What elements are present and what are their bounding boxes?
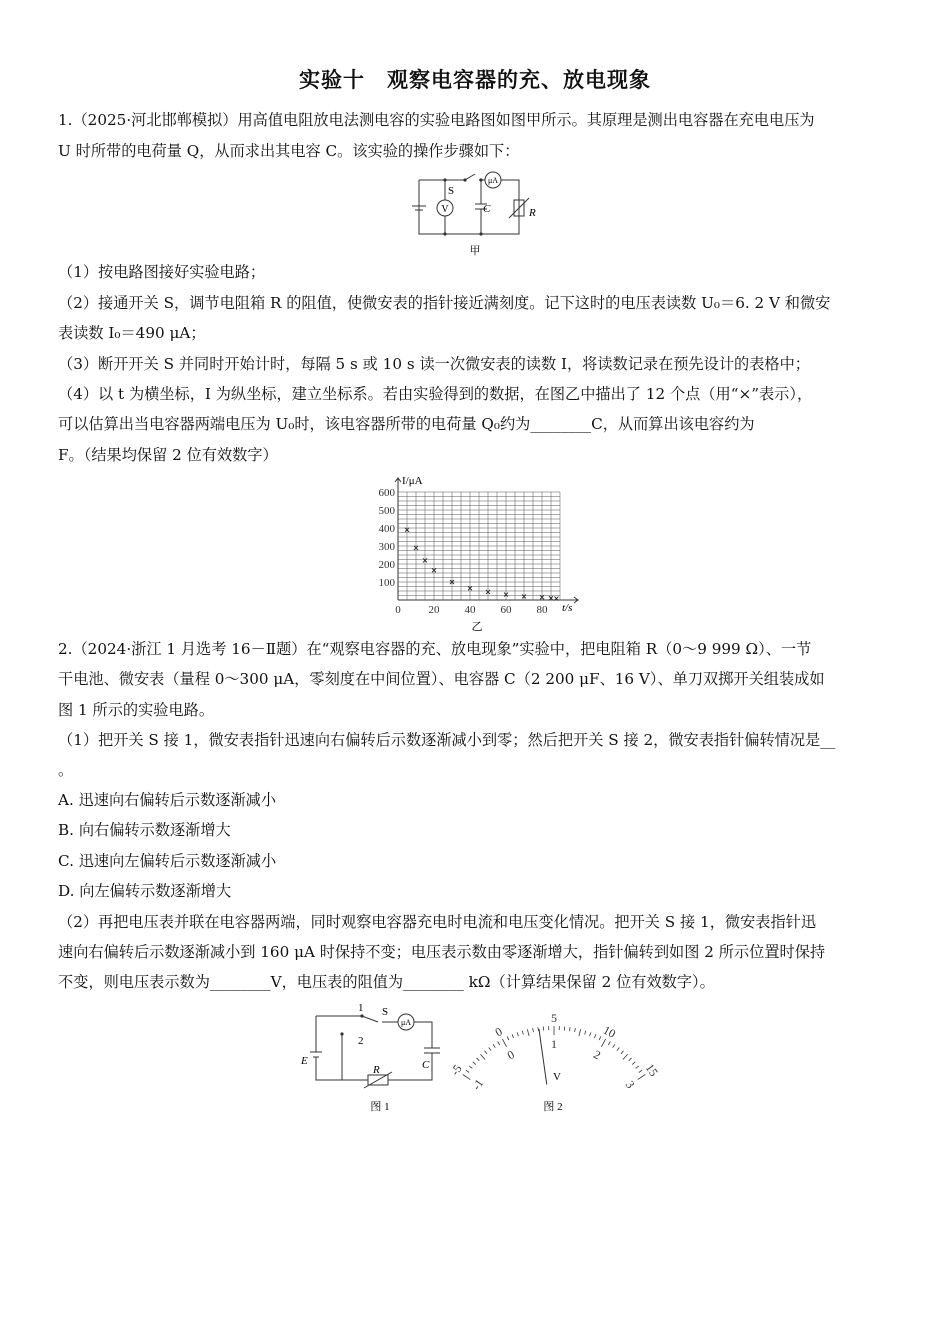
dial-inner-label: 0 bbox=[504, 1047, 517, 1063]
dial-needle bbox=[539, 1029, 547, 1084]
x-tick-label: 40 bbox=[464, 604, 476, 616]
dial-tick bbox=[533, 1028, 534, 1032]
dial-tick bbox=[502, 1039, 506, 1047]
x-tick-label: 0 bbox=[395, 604, 401, 616]
q2-option-a: A. 迅速向右偏转后示数逐渐减小 bbox=[58, 791, 277, 809]
switch-label: S bbox=[448, 185, 455, 197]
y-tick-label: 400 bbox=[378, 523, 395, 535]
dial-inner-scale bbox=[469, 1037, 638, 1093]
y-tick-label: 500 bbox=[378, 505, 395, 517]
q1-line-1: 1.（2025·河北邯郸模拟）用高值电阻放电法测电容的实验电路图如图甲所示。其原理是测出电容器在充电电压为 bbox=[58, 111, 815, 129]
dial-inner-label: 1 bbox=[551, 1037, 557, 1051]
q2-part-1: （1）把开关 S 接 1，微安表指针迅速向右偏转后示数逐渐减小到零；然后把开关 S 接 2，微安表指针偏转情况是__ bbox=[58, 731, 836, 749]
y-tick-label: 100 bbox=[378, 577, 395, 589]
y-tick-label: 600 bbox=[378, 487, 395, 499]
dial-tick bbox=[608, 1042, 610, 1045]
dial-outer-label: 10 bbox=[600, 1022, 618, 1041]
x-tick-label: 60 bbox=[500, 604, 512, 616]
chart-ylabel: I/μA bbox=[402, 475, 423, 487]
dial-tick bbox=[512, 1034, 514, 1038]
fig1-microammeter-label: μA bbox=[400, 1018, 412, 1027]
dial-tick bbox=[527, 1029, 529, 1036]
dial-inner-label: 2 bbox=[591, 1047, 604, 1063]
q1-step-2-cont: 表读数 I₀＝490 μA； bbox=[58, 324, 206, 342]
q2-line-2: 干电池、微安表（量程 0～300 μA，零刻度在中间位置）、电容器 C（2 200 μF、16 V）、单刀双掷开关组装成如 bbox=[58, 670, 825, 688]
page-title: 实验十 观察电容器的充、放电现象 bbox=[299, 68, 651, 92]
dial-tick bbox=[636, 1066, 639, 1069]
dial-tick bbox=[623, 1054, 628, 1059]
q1-step-4: （4）以 t 为横坐标，I 为纵坐标，建立坐标系。若由实验得到的数据，在图乙中描出了 12 个点（用“×”表示）， bbox=[58, 385, 813, 403]
fig1-terminal-1: 1 bbox=[358, 1002, 364, 1014]
q1-line-2: U 时所带的电荷量 Q，从而求出其电容 C。该实验的操作步骤如下： bbox=[58, 142, 520, 160]
q2-part-2-cont: 速向右偏转后示数逐渐减小到 160 μA 时保持不变；电压表示数由零逐渐增大，指针偏转到如图 2 所示位置时保持 bbox=[58, 943, 826, 961]
fig1-resistor-label: R bbox=[373, 1064, 380, 1076]
dial-tick bbox=[585, 1031, 586, 1035]
fig1-terminal-2: 2 bbox=[358, 1035, 364, 1047]
q1-step-3: （3）断开开关 S 并同时开始计时，每隔 5 s 或 10 s 读一次微安表的读数 I，将读数记录在预先设计的表格中； bbox=[58, 355, 810, 373]
q1-step-1: （1）按电路图接好实验电路； bbox=[58, 263, 266, 281]
dial-tick bbox=[569, 1027, 570, 1031]
dial-tick bbox=[480, 1054, 485, 1059]
dial-tick bbox=[639, 1070, 642, 1072]
q2-part-2: （2）再把电压表并联在电容器两端，同时观察电容器充电时电流和电压变化情况。把开关 S 接 1，微安表指针迅 bbox=[58, 913, 817, 931]
y-tick-label: 300 bbox=[378, 541, 395, 553]
dial-outer-label: -5 bbox=[447, 1061, 465, 1079]
dial-outer-label: 0 bbox=[492, 1024, 505, 1040]
figure-jia-caption: 甲 bbox=[469, 245, 481, 257]
dial-tick bbox=[476, 1058, 479, 1061]
dial-unit: V bbox=[553, 1071, 561, 1083]
q2-line-1: 2.（2024·浙江 1 月选考 16－Ⅱ题）在“观察电容器的充、放电现象”实验中，把电阻箱 R（0～9 999 Ω）、一节 bbox=[58, 640, 812, 658]
voltmeter-label: V bbox=[441, 204, 449, 215]
dial-tick bbox=[466, 1070, 469, 1072]
figure-yi-chart bbox=[360, 472, 590, 634]
dial-tick bbox=[613, 1044, 615, 1047]
dial-tick bbox=[590, 1032, 591, 1036]
y-tick-label: 200 bbox=[378, 559, 395, 571]
q1-step-4-cont: 可以估算出当电容器两端电压为 U₀时，该电容器所带的电荷量 Q₀约为________C，从而算出该电容约为 bbox=[58, 415, 755, 433]
dial-tick bbox=[629, 1058, 632, 1061]
dial-inner-label: -1 bbox=[469, 1076, 487, 1093]
chart-xlabel: t/s bbox=[562, 602, 573, 614]
chart-caption: 乙 bbox=[471, 621, 483, 633]
fig1-caption: 图 1 bbox=[370, 1101, 390, 1113]
dial-tick bbox=[601, 1039, 605, 1047]
dial-tick bbox=[638, 1074, 645, 1079]
dial-tick bbox=[538, 1027, 539, 1031]
chart-y-ticks bbox=[379, 487, 396, 589]
x-tick-label: 80 bbox=[536, 604, 548, 616]
fig1-capacitor-label: C bbox=[422, 1059, 430, 1071]
dial-tick bbox=[522, 1031, 523, 1035]
dial-tick bbox=[498, 1042, 500, 1045]
dial-tick bbox=[493, 1044, 495, 1047]
x-tick-label: 20 bbox=[428, 604, 440, 616]
q1-step-2: （2）接通开关 S，调节电阻箱 R 的阻值，使微安表的指针接近满刻度。记下这时的电压表读数 U₀＝6. 2 V 和微安 bbox=[58, 294, 831, 312]
dial-tick bbox=[517, 1032, 518, 1036]
q2-option-d: D. 向左偏转示数逐渐增大 bbox=[58, 882, 232, 900]
figure-2-voltmeter-dial bbox=[447, 1006, 661, 1118]
microammeter-label: μA bbox=[487, 176, 499, 185]
q2-part-1-end: 。 bbox=[58, 761, 74, 779]
dial-outer-label: 5 bbox=[551, 1011, 557, 1025]
q2-option-b: B. 向右偏转示数逐渐增大 bbox=[58, 821, 231, 839]
dial-tick bbox=[621, 1051, 624, 1054]
q2-line-3: 图 1 所示的实验电路。 bbox=[58, 701, 215, 719]
fig1-battery-label: E bbox=[301, 1055, 308, 1067]
figure-1-circuit bbox=[296, 1000, 446, 1118]
resistor-label: R bbox=[529, 207, 536, 219]
dial-tick bbox=[617, 1047, 619, 1050]
fig1-switch-label: S bbox=[382, 1006, 389, 1018]
fig2-caption: 图 2 bbox=[543, 1101, 563, 1113]
figure-jia-circuit bbox=[405, 168, 555, 260]
dial-tick bbox=[463, 1074, 470, 1079]
dial-outer-label: 15 bbox=[642, 1061, 661, 1079]
dial-tick bbox=[579, 1029, 581, 1036]
chart-grid bbox=[398, 492, 560, 600]
dial-tick bbox=[484, 1051, 487, 1054]
q1-step-4-end: F。（结果均保留 2 位有效数字） bbox=[58, 446, 278, 464]
q2-part-2-end: 不变，则电压表示数为________V，电压表的阻值为________ kΩ（计算结果保留 2 位有效数字）。 bbox=[58, 973, 715, 991]
dial-tick bbox=[489, 1047, 491, 1050]
dial-tick bbox=[473, 1062, 476, 1065]
dial-inner-label: 3 bbox=[622, 1078, 638, 1091]
chart-x-ticks bbox=[395, 604, 548, 616]
dial-tick bbox=[507, 1036, 509, 1040]
dial-tick bbox=[594, 1034, 596, 1038]
dial-tick bbox=[632, 1062, 635, 1065]
dial-tick bbox=[575, 1028, 576, 1032]
dial-tick bbox=[599, 1036, 601, 1040]
q2-option-c: C. 迅速向左偏转后示数逐渐减小 bbox=[58, 852, 277, 870]
capacitor-label: C bbox=[483, 203, 491, 215]
dial-tick bbox=[469, 1066, 472, 1069]
